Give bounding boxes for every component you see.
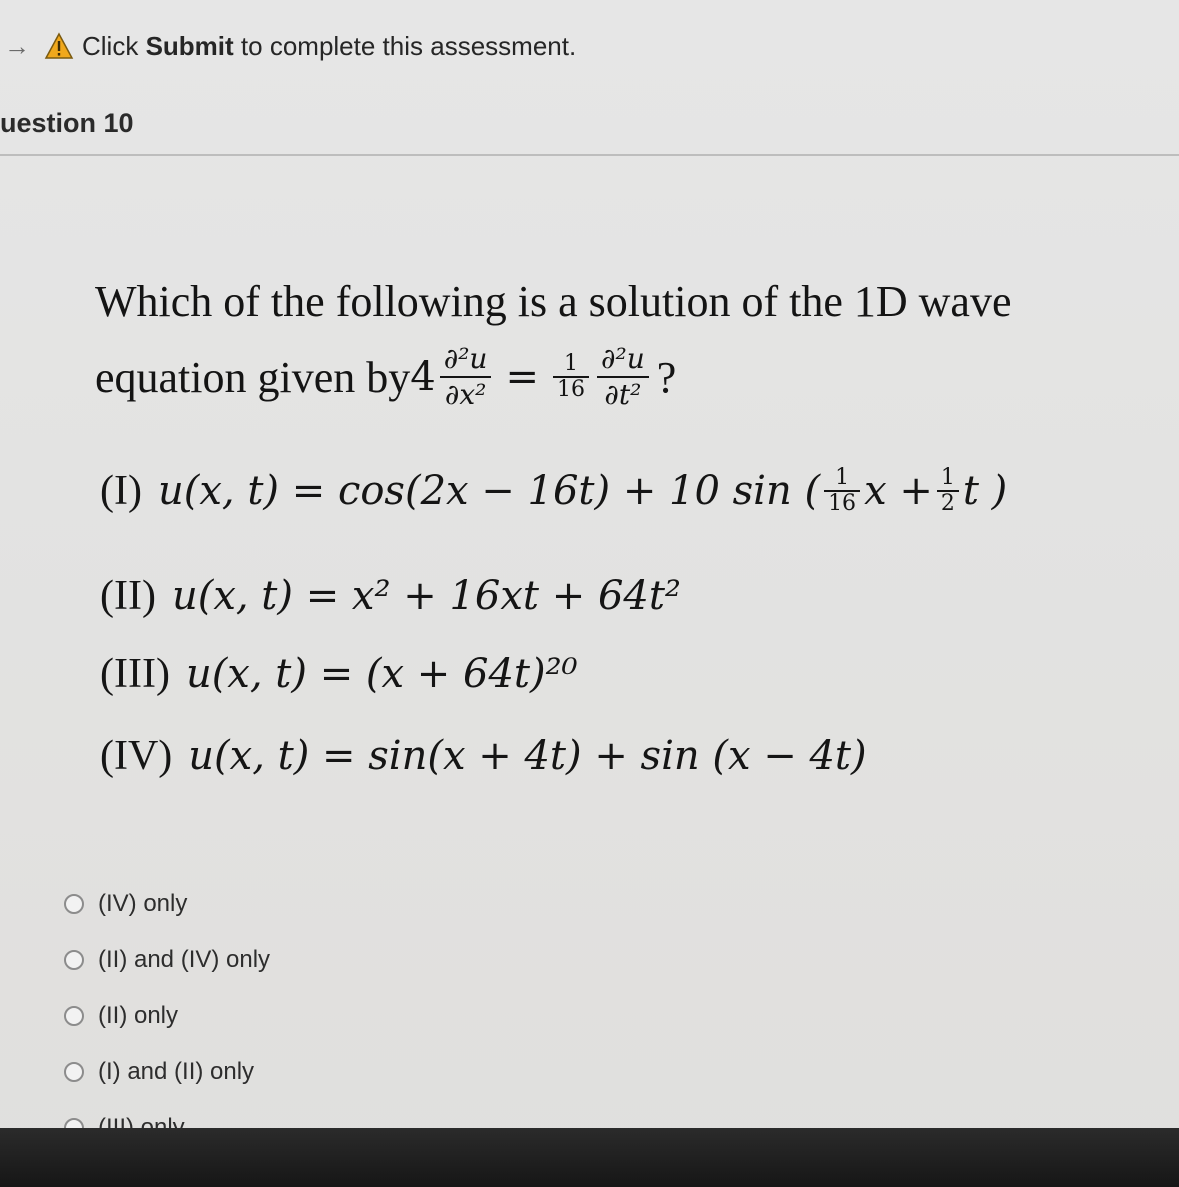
header-divider (0, 154, 1179, 156)
question-mark: ? (656, 352, 677, 402)
answer-choice[interactable] (64, 988, 270, 1044)
option-roman-2: (II) (100, 573, 156, 619)
rhs-coefficient (553, 352, 589, 402)
option-statement-3 (100, 650, 578, 698)
option-expression-2: u(x, t) = x² + 16xt + 64t² (171, 573, 681, 619)
arrow-right-icon: → (4, 30, 30, 61)
lhs-coefficient: 4 (410, 354, 436, 400)
option-expression-1: u(x, t) = cos(2x − 16t) + 10 sin ( (157, 468, 821, 514)
fraction-denominator: 16 (828, 491, 857, 516)
answer-choice[interactable] (64, 876, 270, 932)
option-statement-4 (100, 732, 867, 780)
equals-sign: = (505, 354, 539, 400)
rhs-coef-numerator: 1 (563, 351, 578, 376)
option-expression-4: u(x, t) = sin(x + 4t) + sin (x − 4t) (188, 733, 867, 779)
assessment-notice (0, 24, 576, 68)
option-expression-3: u(x, t) = (x + 64t)²⁰ (185, 651, 578, 697)
lhs-derivative (440, 342, 492, 412)
lhs-numerator: ∂²u (443, 342, 488, 375)
notice-submit-text: Submit (145, 30, 234, 61)
option-roman-3: (III) (100, 651, 170, 697)
fraction-denominator: 2 (940, 491, 955, 516)
radio-button[interactable] (64, 1062, 84, 1082)
warning-triangle-icon (44, 32, 74, 60)
option-statement-2 (100, 572, 681, 620)
option-statement-1 (100, 466, 1007, 516)
question-line-1: Which of the following is a solution of the 1D wave (95, 277, 1012, 326)
question-text (95, 272, 1165, 422)
answer-choice-label[interactable]: (IV) only (98, 890, 188, 917)
option-roman-4: (IV) (100, 733, 173, 779)
option-roman-1: (I) (100, 468, 142, 514)
rhs-coef-denominator: 16 (556, 377, 585, 402)
option-1-fraction-b (937, 466, 959, 516)
answer-choices (64, 876, 270, 1156)
notice-text-suffix: to complete this assessment. (240, 30, 577, 61)
option-1-fraction-a (824, 466, 860, 516)
answer-choice[interactable] (64, 1044, 270, 1100)
bottom-bar (0, 1128, 1179, 1187)
fraction-numerator: 1 (940, 465, 955, 490)
answer-choice-label[interactable]: (II) and (IV) only (98, 946, 271, 973)
answer-choice-label[interactable]: (I) and (II) only (98, 1058, 255, 1085)
notice-text-prefix: Click (82, 30, 139, 61)
answer-choice-label[interactable]: (II) only (98, 1002, 179, 1029)
rhs-derivative (597, 342, 649, 412)
question-line-2 (95, 332, 1165, 422)
question-line-2-prefix: equation given by (95, 352, 411, 402)
option-expression-1-mid: x + (864, 468, 933, 514)
option-expression-1-tail: t ) (962, 468, 1008, 514)
question-number: uestion 10 (0, 108, 134, 138)
radio-button[interactable] (64, 1006, 84, 1026)
answer-choice[interactable] (64, 932, 270, 988)
radio-button[interactable] (64, 950, 84, 970)
rhs-numerator: ∂²u (600, 342, 645, 375)
fraction-numerator: 1 (835, 465, 850, 490)
lhs-denominator: ∂x² (444, 378, 487, 411)
radio-button[interactable] (64, 894, 84, 914)
rhs-denominator: ∂t² (604, 378, 642, 411)
